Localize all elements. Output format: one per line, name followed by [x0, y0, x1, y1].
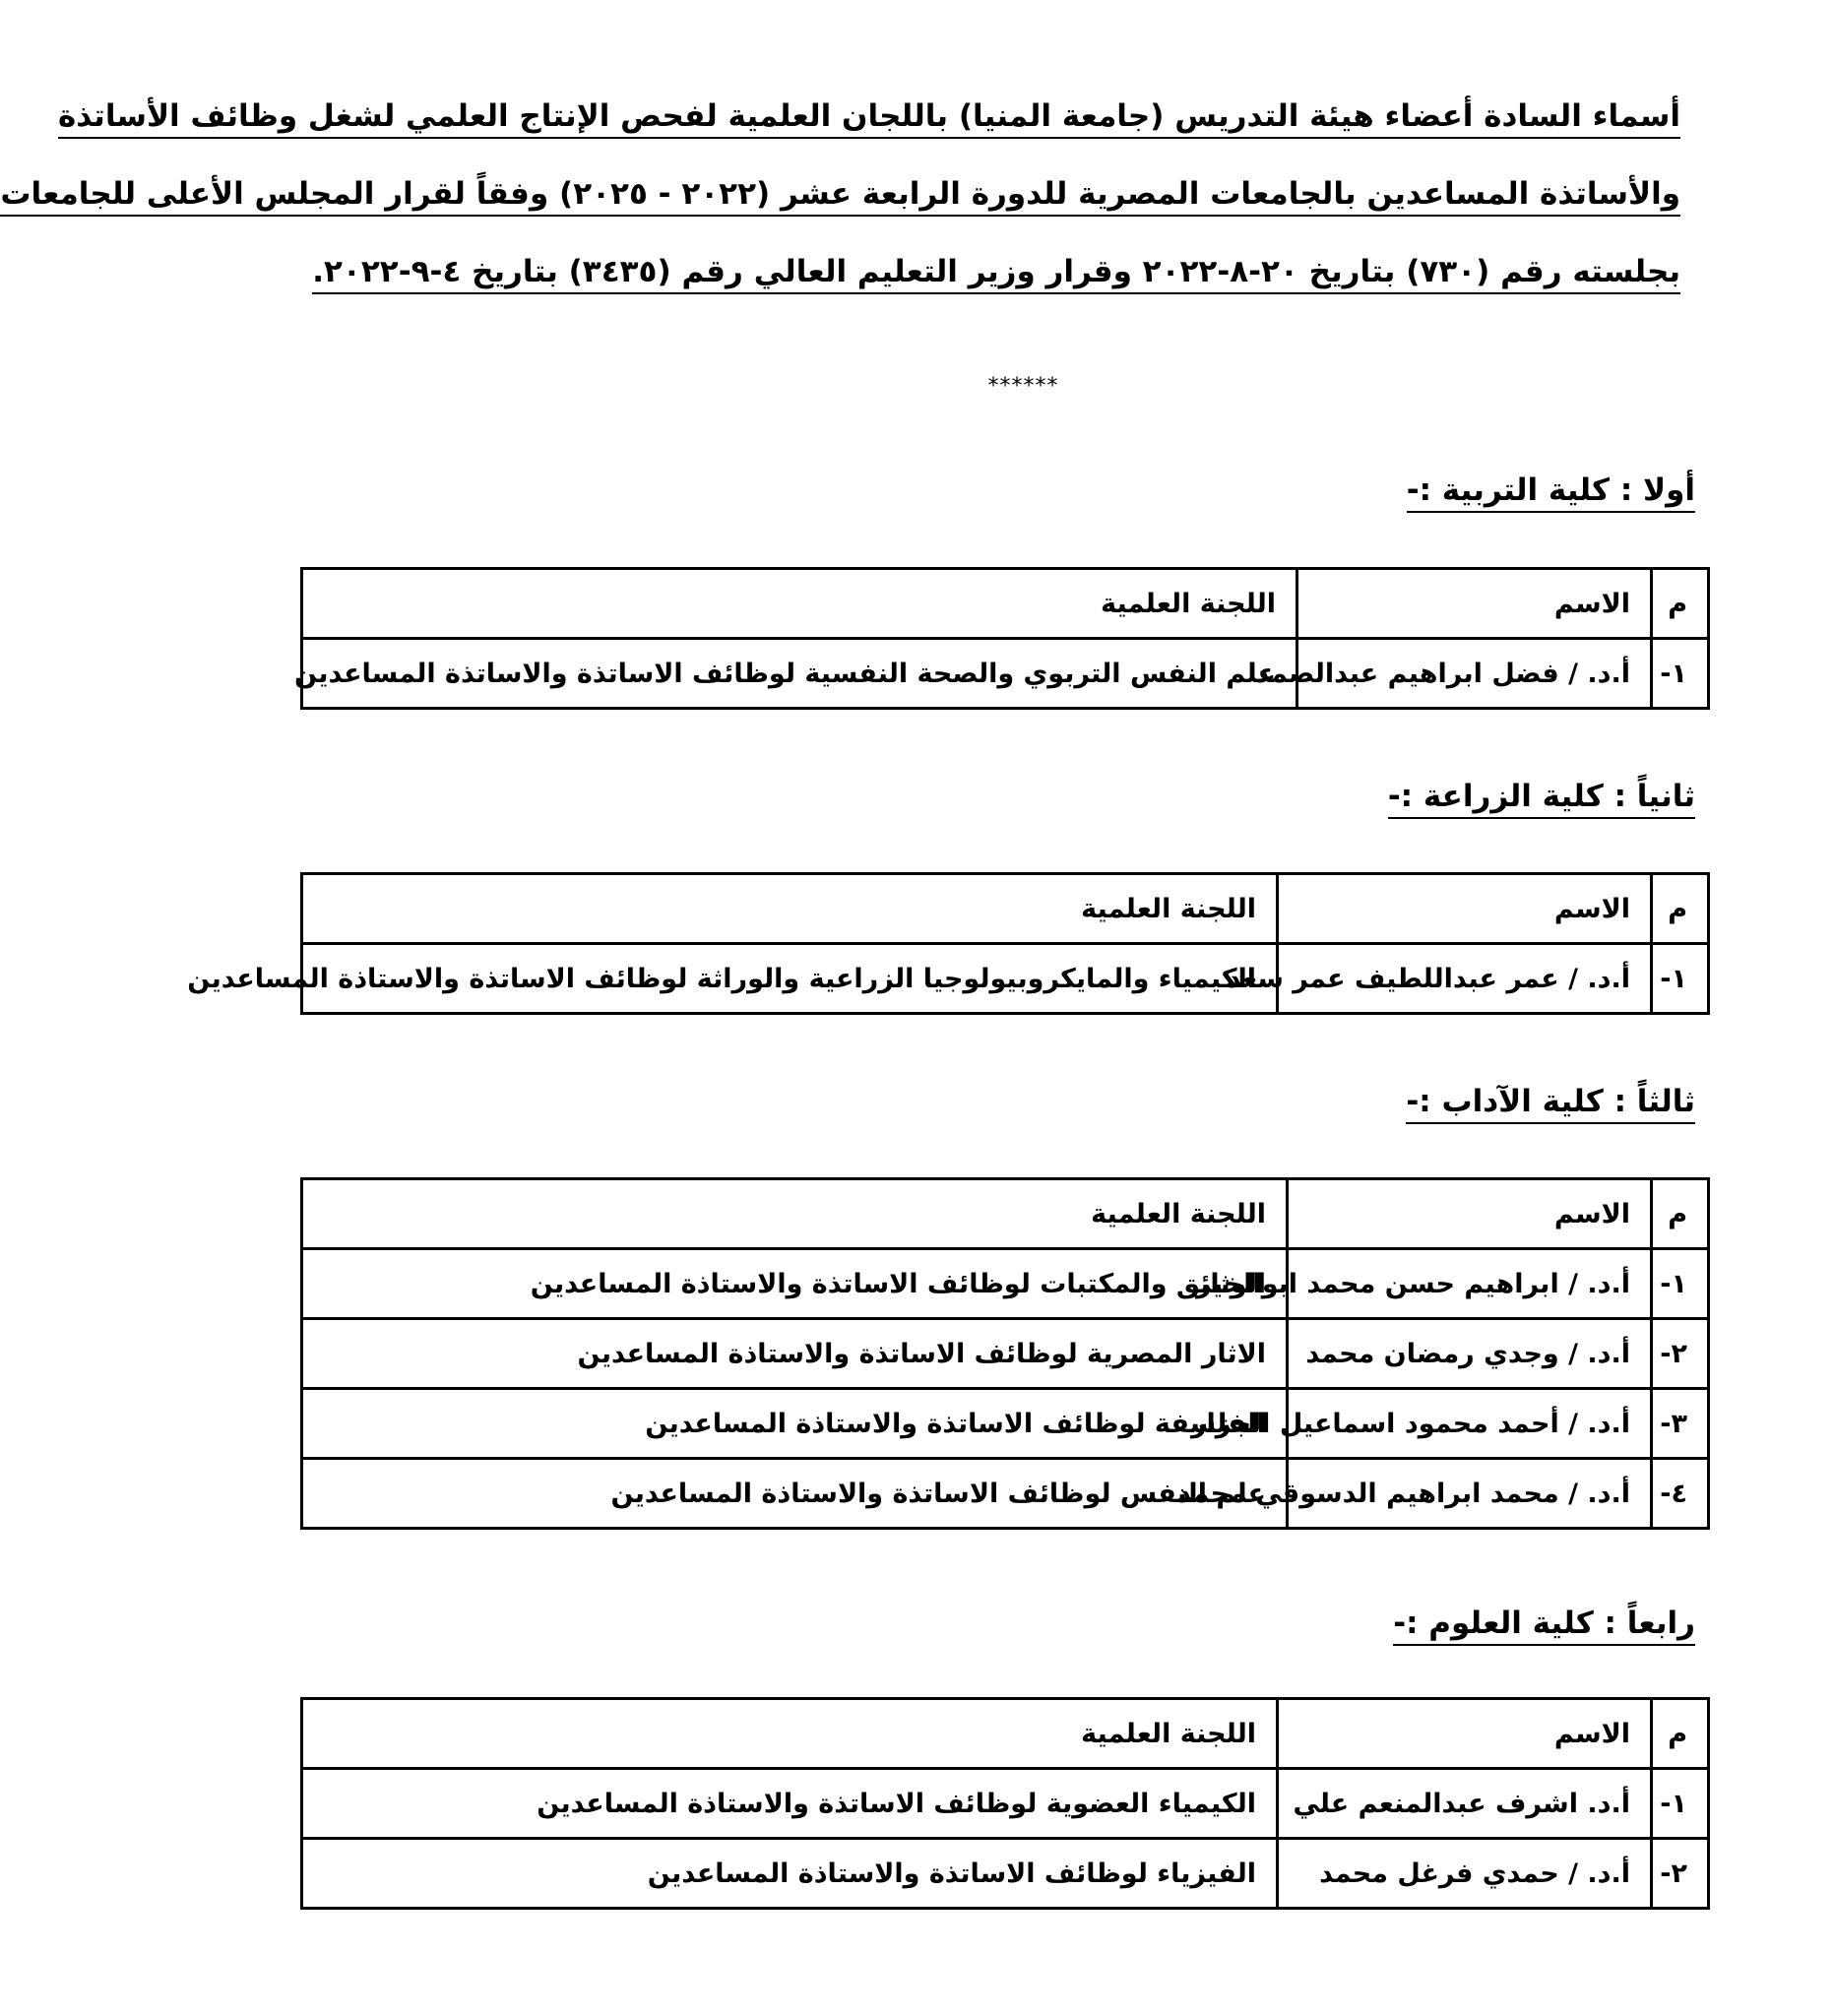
table-row: [302, 1839, 1709, 1909]
table-row: [302, 1459, 1709, 1529]
header-name: الاسم: [1288, 1179, 1652, 1249]
heading-line-3: [312, 252, 1680, 291]
row-name: أ.د. اشرف عبدالمنعم علي: [1278, 1769, 1652, 1839]
row-num: ٢-: [1652, 1319, 1709, 1389]
section-title-science: [1393, 1604, 1695, 1643]
table-header-row: [302, 569, 1709, 639]
row-committee: الفلسفة لوظائف الاساتذة والاستاذة المساعدين: [302, 1389, 1288, 1459]
table-arts: [300, 1177, 1710, 1530]
table-row: [302, 639, 1709, 709]
header-num: م: [1652, 1179, 1709, 1249]
header-name: الاسم: [1297, 569, 1652, 639]
table-row: [302, 1389, 1709, 1459]
row-num: ١-: [1652, 1769, 1709, 1839]
table-education: [294, 567, 1710, 710]
section-title-arts-text: ثالثاً : كلية الآداب :-: [1406, 1084, 1695, 1124]
table-row: [302, 1319, 1709, 1389]
row-name: أ.د. / أحمد محمود اسماعيل الجزار: [1288, 1389, 1652, 1459]
table-row: [302, 1769, 1709, 1839]
heading-line-1: [57, 96, 1680, 136]
table-header-row: [302, 874, 1709, 944]
header-committee: اللجنة العلمية: [302, 1179, 1288, 1249]
header-num: م: [1652, 874, 1709, 944]
row-name: أ.د. / فضل ابراهيم عبدالصمد: [1297, 639, 1652, 709]
section-title-agriculture-text: ثانياً : كلية الزراعة :-: [1388, 779, 1695, 819]
row-num: ١-: [1652, 1249, 1709, 1319]
header-name: الاسم: [1278, 1699, 1652, 1769]
row-name: أ.د. / محمد ابراهيم الدسوقي محمد: [1288, 1459, 1652, 1529]
section-title-agriculture: [1388, 777, 1695, 816]
table-row: [302, 944, 1709, 1014]
header-num: م: [1652, 569, 1709, 639]
header-name: الاسم: [1278, 874, 1652, 944]
row-num: ٣-: [1652, 1389, 1709, 1459]
row-committee: الكيمياء والمايكروبيولوجيا الزراعية والوراثة لوظائف الاساتذة والاستاذة المساعدين: [302, 944, 1278, 1014]
separator-stars: ******: [987, 374, 1059, 399]
row-num: ١-: [1652, 639, 1709, 709]
row-name: أ.د. / حمدي فرغل محمد: [1278, 1839, 1652, 1909]
row-num: ١-: [1652, 944, 1709, 1014]
table-header-row: [302, 1699, 1709, 1769]
row-committee: الفيزياء لوظائف الاساتذة والاستاذة المساعدين: [302, 1839, 1278, 1909]
section-title-science-text: رابعاً : كلية العلوم :-: [1393, 1606, 1695, 1646]
header-committee: اللجنة العلمية: [302, 874, 1278, 944]
heading-line-2: [0, 174, 1680, 214]
table-agriculture: [187, 872, 1710, 1015]
row-committee: الكيمياء العضوية لوظائف الاساتذة والاستاذة المساعدين: [302, 1769, 1278, 1839]
row-num: ٢-: [1652, 1839, 1709, 1909]
row-num: ٤-: [1652, 1459, 1709, 1529]
heading-line-2-text: والأساتذة المساعدين بالجامعات المصرية للدورة الرابعة عشر (٢٠٢٢ - ٢٠٢٥) وفقاً لقرار المجلس الأعلى للجامعات: [0, 176, 1680, 217]
row-committee: علم النفس التربوي والصحة النفسية لوظائف الاساتذة والاساتذة المساعدين: [302, 639, 1297, 709]
header-num: م: [1652, 1699, 1709, 1769]
row-name: أ.د. / ابراهيم حسن محمد ابوالخير: [1288, 1249, 1652, 1319]
row-name: أ.د. / عمر عبداللطيف عمر سعد: [1278, 944, 1652, 1014]
section-title-education: [1407, 471, 1695, 510]
heading-line-1-text: أسماء السادة أعضاء هيئة التدريس (جامعة المنيا) باللجان العلمية لفحص الإنتاج العلمي لشغل وظائف الأساتذة: [58, 98, 1680, 139]
header-committee: اللجنة العلمية: [302, 1699, 1278, 1769]
table-science: [300, 1697, 1710, 1910]
table-row: [302, 1249, 1709, 1319]
row-name: أ.د. / وجدي رمضان محمد: [1288, 1319, 1652, 1389]
document-heading: [0, 96, 1680, 291]
table-header-row: [302, 1179, 1709, 1249]
section-title-education-text: أولا : كلية التربية :-: [1407, 472, 1695, 513]
header-committee: اللجنة العلمية: [302, 569, 1297, 639]
row-committee: الاثار المصرية لوظائف الاساتذة والاستاذة المساعدين: [302, 1319, 1288, 1389]
heading-line-3-text: بجلسته رقم (٧٣٠) بتاريخ ٢٠-٨-٢٠٢٢ وقرار وزير التعليم العالي رقم (٣٤٣٥) بتاريخ ٤-٩-٢٠٢٢.: [312, 254, 1680, 294]
row-committee: علم النفس لوظائف الاساتذة والاستاذة المساعدين: [302, 1459, 1288, 1529]
row-committee: الوثائق والمكتبات لوظائف الاساتذة والاستاذة المساعدين: [302, 1249, 1288, 1319]
section-title-arts: [1406, 1082, 1695, 1121]
